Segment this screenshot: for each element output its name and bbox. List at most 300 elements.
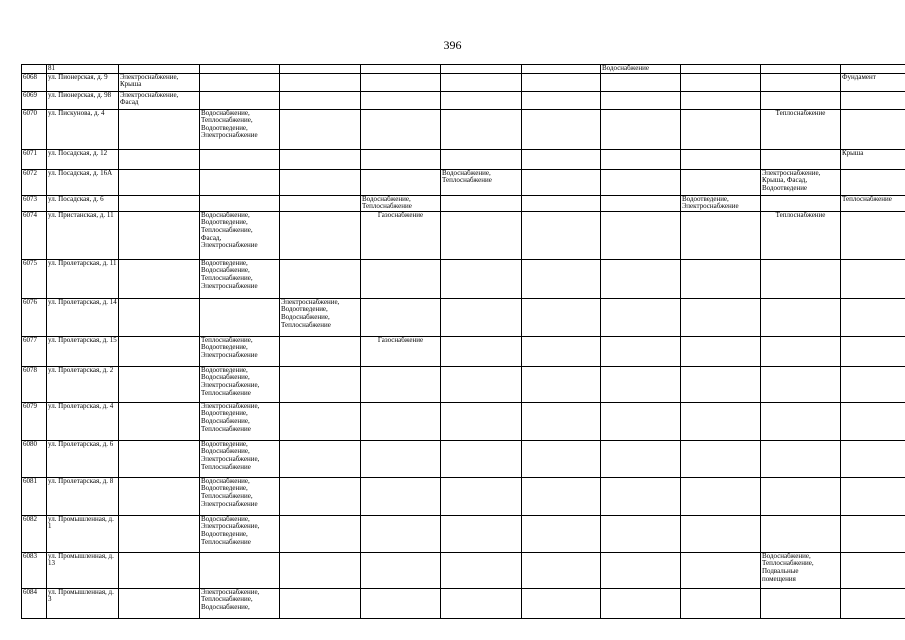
work-item: Электроснабжение, (201, 380, 260, 389)
row-number: 6082 (22, 515, 47, 552)
work-cell-6 (522, 149, 601, 169)
work-item: Фасад (120, 98, 139, 107)
work-cell-8 (681, 211, 761, 259)
work-cell-7 (601, 109, 681, 149)
work-cell-2 (200, 588, 280, 618)
work-cell-5 (441, 298, 522, 336)
row-number: 6078 (22, 366, 47, 402)
work-item: Водоснабжение, (201, 211, 250, 219)
work-item: Электроснабжение (201, 131, 258, 140)
repair-schedule-table (21, 64, 905, 619)
work-cell-5 (441, 259, 522, 298)
work-cell-7 (601, 588, 681, 618)
work-cell-3 (280, 211, 361, 259)
work-item: Водоотведение, (201, 440, 248, 448)
work-cell-10 (841, 211, 905, 259)
work-cell-6 (522, 211, 601, 259)
work-cell-9 (761, 336, 841, 366)
work-cell-2 (200, 195, 280, 211)
table-row (22, 149, 905, 169)
work-item: Теплоснабжение, (762, 559, 814, 568)
work-item: Водоотведение, (201, 259, 248, 267)
work-cell-8 (681, 366, 761, 402)
work-cell-3 (280, 366, 361, 402)
work-cell-4 (361, 440, 441, 477)
work-cell-3 (280, 440, 361, 477)
work-cell-1 (119, 169, 200, 195)
table-row (22, 588, 905, 618)
work-cell-10 (841, 109, 905, 149)
address-cell: ул. Промышленная, д. 3 (47, 588, 119, 618)
work-cell-3 (280, 73, 361, 91)
work-item: Крыша, Фасад, (762, 176, 808, 185)
work-cell-4 (361, 169, 441, 195)
work-cell-8 (681, 440, 761, 477)
work-cell-5 (441, 336, 522, 366)
row-number: 6073 (22, 195, 47, 211)
work-cell-1 (119, 515, 200, 552)
work-cell-5 (441, 109, 522, 149)
work-cell-9 (761, 169, 841, 195)
work-cell-7 (601, 298, 681, 336)
work-cell-5 (441, 552, 522, 588)
work-cell-7 (601, 73, 681, 91)
work-cell-3 (280, 169, 361, 195)
work-cell-9 (761, 515, 841, 552)
work-cell-2 (200, 366, 280, 402)
work-cell-7 (601, 195, 681, 211)
work-cell-7 (601, 211, 681, 259)
work-cell-1 (119, 149, 200, 169)
work-item: Крыша (842, 149, 864, 157)
work-item: Водоотведение, (281, 305, 328, 314)
work-cell-8 (681, 195, 761, 211)
work-item: Водоотведение (762, 183, 808, 192)
address-cell: ул. Пролетарская, д. 11 (47, 259, 119, 298)
work-cell-7 (601, 259, 681, 298)
work-cell-10 (841, 366, 905, 402)
work-cell-6 (522, 552, 601, 588)
work-cell-6 (522, 169, 601, 195)
work-cell-2 (200, 149, 280, 169)
address-cell: ул. Пролетарская, д. 2 (47, 366, 119, 402)
work-cell-3 (280, 109, 361, 149)
work-cell-9 (761, 298, 841, 336)
work-item: Теплоснабжение (201, 424, 251, 433)
work-item: Электроснабжение (201, 350, 258, 359)
address-cell: ул. Пролетарская, д. 8 (47, 477, 119, 515)
work-cell-5 (441, 588, 522, 618)
work-item: Водоотведение, (201, 343, 248, 352)
work-item: Водоснабжение, (281, 312, 330, 321)
work-cell-10 (841, 515, 905, 552)
work-cell-5 (441, 149, 522, 169)
work-cell-8 (681, 65, 761, 74)
work-cell-7 (601, 515, 681, 552)
work-item: Теплоснабжение (775, 109, 826, 117)
work-cell-2 (200, 515, 280, 552)
work-item: Электроснабжение (201, 499, 258, 508)
work-item: Теплоснабжение, (201, 595, 253, 604)
work-item: Водоотведение, (201, 123, 248, 132)
row-number: 6081 (22, 477, 47, 515)
work-cell-4 (361, 195, 441, 211)
work-cell-10 (841, 91, 905, 109)
work-cell-1 (119, 366, 200, 402)
table-row (22, 552, 905, 588)
work-cell-8 (681, 588, 761, 618)
work-cell-6 (522, 588, 601, 618)
work-item: Водоснабжение, (201, 477, 250, 485)
work-cell-3 (280, 259, 361, 298)
work-item: Теплоснабжение, (201, 225, 253, 234)
work-cell-6 (522, 336, 601, 366)
address-cell: ул. Посадская, д. 6 (47, 195, 119, 211)
address-cell: ул. Пролетарская, д. 14 (47, 298, 119, 336)
work-cell-3 (280, 402, 361, 440)
work-item: Теплоснабжение (362, 202, 412, 211)
work-cell-5 (441, 515, 522, 552)
work-cell-4 (361, 211, 441, 259)
work-item: Электроснабжение, (120, 73, 179, 81)
table-row (22, 259, 905, 298)
work-cell-9 (761, 402, 841, 440)
work-cell-1 (119, 211, 200, 259)
work-cell-9 (761, 73, 841, 91)
work-cell-9 (761, 366, 841, 402)
work-cell-6 (522, 366, 601, 402)
row-number: 6084 (22, 588, 47, 618)
work-cell-4 (361, 109, 441, 149)
work-cell-1 (119, 91, 200, 109)
work-item: Водоснабжение, (201, 602, 250, 611)
work-cell-4 (361, 477, 441, 515)
work-item: Электроснабжение, (281, 298, 340, 306)
address-cell: ул. Пролетарская, д. 4 (47, 402, 119, 440)
table-row (22, 336, 905, 366)
row-number: 6070 (22, 109, 47, 149)
work-cell-5 (441, 440, 522, 477)
work-cell-9 (761, 588, 841, 618)
table-row (22, 109, 905, 149)
work-cell-2 (200, 336, 280, 366)
address-cell: ул. Посадская, д. 16А (47, 169, 119, 195)
work-cell-8 (681, 109, 761, 149)
work-item: Электроснабжение (201, 241, 258, 250)
row-number: 6072 (22, 169, 47, 195)
work-cell-2 (200, 73, 280, 91)
work-cell-1 (119, 259, 200, 298)
work-cell-10 (841, 440, 905, 477)
row-number: 6068 (22, 73, 47, 91)
work-item: Водоснабжение, (201, 109, 250, 117)
work-cell-5 (441, 477, 522, 515)
work-cell-5 (441, 91, 522, 109)
work-item: Крыша (120, 80, 142, 89)
work-cell-5 (441, 366, 522, 402)
work-item: Подвальные (762, 566, 799, 575)
work-cell-9 (761, 195, 841, 211)
page-number: 396 (443, 38, 462, 52)
address-cell: ул. Пристанская, д. 11 (47, 211, 119, 259)
work-cell-2 (200, 91, 280, 109)
work-cell-4 (361, 402, 441, 440)
work-cell-5 (441, 211, 522, 259)
work-cell-2 (200, 211, 280, 259)
work-cell-8 (681, 402, 761, 440)
work-cell-4 (361, 65, 441, 74)
work-cell-4 (361, 91, 441, 109)
work-cell-10 (841, 402, 905, 440)
work-item: помещения (762, 574, 796, 583)
work-cell-3 (280, 588, 361, 618)
work-cell-2 (200, 169, 280, 195)
work-cell-3 (280, 336, 361, 366)
work-cell-1 (119, 73, 200, 91)
work-cell-5 (441, 169, 522, 195)
work-cell-4 (361, 552, 441, 588)
work-cell-7 (601, 65, 681, 74)
work-cell-3 (280, 552, 361, 588)
work-cell-1 (119, 195, 200, 211)
work-cell-6 (522, 195, 601, 211)
work-cell-6 (522, 65, 601, 74)
row-number: 6074 (22, 211, 47, 259)
work-cell-4 (361, 366, 441, 402)
work-cell-10 (841, 169, 905, 195)
work-cell-5 (441, 73, 522, 91)
work-cell-8 (681, 477, 761, 515)
work-cell-10 (841, 149, 905, 169)
work-cell-6 (522, 259, 601, 298)
work-item: Фасад, (201, 233, 222, 242)
row-number: 6071 (22, 149, 47, 169)
work-cell-5 (441, 65, 522, 74)
table-row (22, 515, 905, 552)
work-item: Теплоснабжение, (201, 116, 253, 125)
work-item: Фундамент (842, 73, 876, 81)
work-cell-9 (761, 149, 841, 169)
work-cell-3 (280, 298, 361, 336)
work-cell-3 (280, 149, 361, 169)
work-cell-3 (280, 477, 361, 515)
work-cell-7 (601, 552, 681, 588)
table-row (22, 402, 905, 440)
work-cell-10 (841, 195, 905, 211)
work-cell-9 (761, 91, 841, 109)
row-number (22, 65, 47, 74)
work-cell-4 (361, 73, 441, 91)
work-cell-8 (681, 73, 761, 91)
table-row (22, 91, 905, 109)
work-cell-7 (601, 366, 681, 402)
work-item: Электроснабжение, (201, 588, 260, 596)
row-number: 6083 (22, 552, 47, 588)
work-cell-2 (200, 65, 280, 74)
work-cell-6 (522, 402, 601, 440)
work-item: Электроснабжение (201, 281, 258, 290)
work-cell-9 (761, 259, 841, 298)
work-cell-8 (681, 91, 761, 109)
work-cell-7 (601, 91, 681, 109)
work-cell-2 (200, 402, 280, 440)
table-row (22, 366, 905, 402)
row-number: 6080 (22, 440, 47, 477)
work-cell-4 (361, 588, 441, 618)
work-cell-4 (361, 298, 441, 336)
work-cell-10 (841, 73, 905, 91)
work-cell-1 (119, 588, 200, 618)
work-item: Теплоснабжение (842, 195, 892, 203)
address-cell: ул. Промышленная, д. 1 (47, 515, 119, 552)
work-cell-7 (601, 336, 681, 366)
work-item: Водоснабжение, (442, 169, 491, 177)
work-cell-9 (761, 477, 841, 515)
work-cell-10 (841, 65, 905, 74)
row-number: 6079 (22, 402, 47, 440)
work-cell-10 (841, 477, 905, 515)
address-cell: ул. Пролетарская, д. 15 (47, 336, 119, 366)
table-row (22, 169, 905, 195)
work-item: Водоснабжение, (201, 515, 250, 523)
address-cell: ул. Пролетарская, д. 6 (47, 440, 119, 477)
work-cell-3 (280, 515, 361, 552)
table-row (22, 195, 905, 211)
work-item: Водоотведение, (201, 529, 248, 538)
work-item: Теплоснабжение (201, 537, 251, 546)
table-row (22, 211, 905, 259)
work-item: Водоотведение, (682, 195, 729, 203)
work-cell-1 (119, 336, 200, 366)
work-item: Теплоснабжение, (201, 491, 253, 500)
work-cell-8 (681, 336, 761, 366)
work-cell-8 (681, 298, 761, 336)
row-number: 6069 (22, 91, 47, 109)
address-cell: ул. Пискунова, д. 4 (47, 109, 119, 149)
work-item: Водоснабжение, (201, 266, 250, 275)
work-cell-10 (841, 298, 905, 336)
work-cell-9 (761, 211, 841, 259)
work-cell-2 (200, 109, 280, 149)
work-item: Теплоснабжение (281, 320, 331, 329)
work-cell-9 (761, 552, 841, 588)
work-item: Теплоснабжение, (201, 336, 253, 344)
work-item: Водоснабжение, (201, 447, 250, 456)
address-cell: ул. Посадская, д. 12 (47, 149, 119, 169)
work-item: Электроснабжение, (762, 169, 821, 177)
work-cell-5 (441, 402, 522, 440)
work-cell-4 (361, 149, 441, 169)
work-cell-6 (522, 73, 601, 91)
work-cell-6 (522, 298, 601, 336)
work-cell-1 (119, 65, 200, 74)
work-cell-1 (119, 402, 200, 440)
work-item: Теплоснабжение (201, 462, 251, 471)
work-cell-9 (761, 440, 841, 477)
work-item: Электроснабжение, (201, 454, 260, 463)
work-item: Теплоснабжение (201, 388, 251, 397)
work-item: Водоотведение, (201, 484, 248, 493)
work-item: Водоотведение, (201, 409, 248, 418)
work-cell-2 (200, 477, 280, 515)
work-cell-4 (361, 259, 441, 298)
work-item: Водоснабжение, (201, 373, 250, 382)
work-cell-6 (522, 515, 601, 552)
work-cell-7 (601, 477, 681, 515)
work-item: Водоснабжение (602, 64, 650, 72)
row-number: 6076 (22, 298, 47, 336)
work-cell-8 (681, 515, 761, 552)
work-cell-9 (761, 65, 841, 74)
work-item: Электроснабжение, (201, 522, 260, 531)
work-item: Водоотведение, (201, 366, 248, 374)
work-item: Теплоснабжение (775, 211, 826, 219)
work-cell-7 (601, 169, 681, 195)
work-cell-1 (119, 298, 200, 336)
work-cell-1 (119, 477, 200, 515)
address-cell: ул. Промышленная, д. 13 (47, 552, 119, 588)
work-cell-9 (761, 109, 841, 149)
work-cell-1 (119, 552, 200, 588)
table-row (22, 440, 905, 477)
work-cell-4 (361, 515, 441, 552)
address-cell: ул. Пионерская, д. 98 (47, 91, 119, 109)
work-cell-2 (200, 552, 280, 588)
work-cell-6 (522, 91, 601, 109)
work-cell-7 (601, 402, 681, 440)
work-cell-7 (601, 440, 681, 477)
work-cell-6 (522, 109, 601, 149)
work-cell-1 (119, 109, 200, 149)
work-cell-10 (841, 259, 905, 298)
work-cell-5 (441, 195, 522, 211)
table-row (22, 477, 905, 515)
table-row (22, 298, 905, 336)
work-cell-10 (841, 336, 905, 366)
work-item: Водоснабжение, (201, 416, 250, 425)
work-cell-6 (522, 477, 601, 515)
row-number: 6075 (22, 259, 47, 298)
work-cell-1 (119, 440, 200, 477)
work-item: Теплоснабжение (442, 176, 492, 185)
work-cell-8 (681, 149, 761, 169)
work-cell-7 (601, 149, 681, 169)
work-cell-6 (522, 440, 601, 477)
work-item: Электроснабжение, (201, 402, 260, 410)
work-item: Газоснабжение (377, 211, 424, 219)
work-cell-2 (200, 259, 280, 298)
work-item: Электроснабжение, (120, 91, 179, 99)
work-cell-3 (280, 195, 361, 211)
work-cell-3 (280, 65, 361, 74)
work-cell-10 (841, 552, 905, 588)
work-cell-3 (280, 91, 361, 109)
work-item: Водоснабжение, (362, 195, 411, 203)
address-cell: ул. Пионерская, д. 9 (47, 73, 119, 91)
work-item: Газоснабжение (377, 336, 424, 344)
table-row (22, 65, 905, 74)
work-cell-10 (841, 588, 905, 618)
table-row (22, 73, 905, 91)
work-cell-8 (681, 169, 761, 195)
work-item: Электроснабжение (682, 202, 739, 211)
work-cell-8 (681, 259, 761, 298)
work-item: Водоснабжение, (762, 552, 811, 560)
address-cell: 81 (47, 65, 119, 74)
work-cell-4 (361, 336, 441, 366)
work-cell-8 (681, 552, 761, 588)
work-item: Теплоснабжение, (201, 273, 253, 282)
